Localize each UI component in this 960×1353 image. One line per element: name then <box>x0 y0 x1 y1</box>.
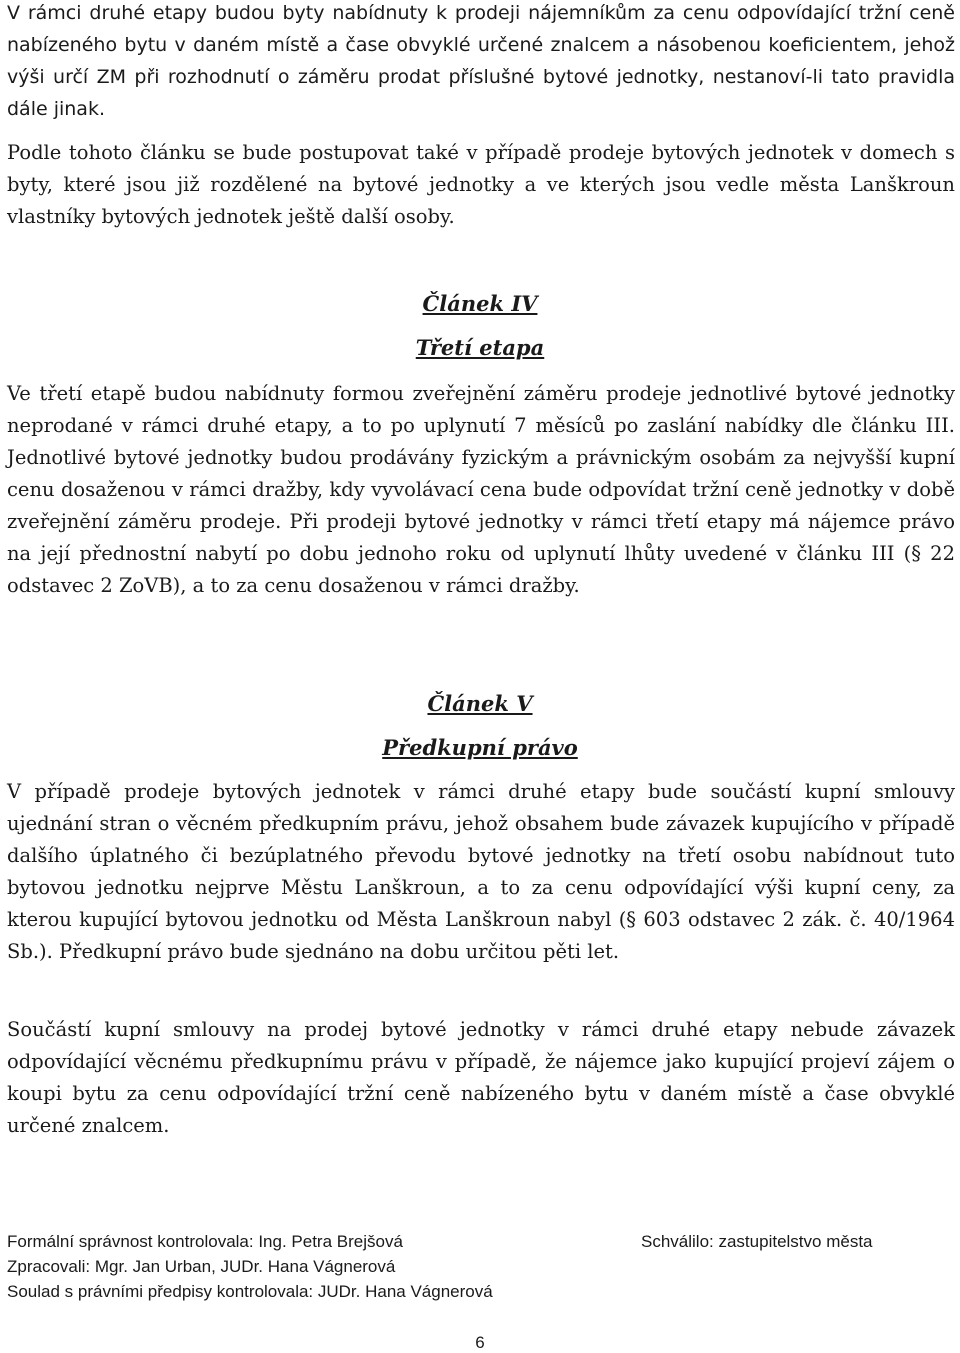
article4-title: Třetí etapa <box>415 335 545 360</box>
article4-number: Článek IV <box>422 291 538 316</box>
footer-formal-check: Formální správnost kontrolovala: Ing. Petra Brejšová <box>7 1232 403 1251</box>
article5-title: Předkupní právo <box>382 735 578 760</box>
article5-number: Článek V <box>427 691 533 716</box>
article4-paragraph-1: Ve třetí etapě budou nabídnuty formou zveřejnění záměru prodeje jednotlivé bytové jednotky neprodané v rámci druhé etapy, a to po uplynutí 7 měsíců po zaslání nabídky dle článku III. Jednotlivé bytové jednotky budou prodávány fyzickým a právnickým osobám za nejvyšší kupní cenu dosaženou v rámci dražby, kdy vyvolávací cena bude odpovídat tržní ceně jednotky v době zveřejnění záměru prodeje. Při prodeji bytové jednotky v rámci třetí etapy má nájemce právo na její přednostní nabytí po dobu jednoho roku od uplynutí lhůty uvedené v článku III (§ 22 odstavec 2 ZoVB), a to za cenu dosaženou v rámci dražby. <box>7 382 955 597</box>
article5-paragraph-1: V případě prodeje bytových jednotek v rámci druhé etapy bude součástí kupní smlouvy ujednání stran o věcném předkupním právu, jehož obsahem bude závazek kupujícího v případě dalšího úplatného či bezúplatného převodu bytové jednotky na třetí osobu nabídnout tuto bytovou jednotku nejprve Městu Lanškroun, a to za cenu odpovídající výši kupní ceny, za kterou kupující bytovou jednotku od Města Lanškroun nabyl (§ 603 odstavec 2 zák. č. 40/1964 Sb.). Předkupní právo bude sjednáno na dobu určitou pěti let. <box>7 780 955 963</box>
page-number: 6 <box>475 1333 485 1352</box>
footer-approved: Schválilo: zastupitelstvo města <box>641 1232 873 1251</box>
article3-paragraph-1: V rámci druhé etapy budou byty nabídnuty k prodeji nájemníkům za cenu odpovídající tržní ceně nabízeného bytu v daném místě a čase obvyklé určené znalcem a násobenou koeficientem, jehož výši určí ZM při rozhodnutí o záměru prodat příslušné bytové jednotky, nestanoví-li tato pravidla dále jinak. <box>7 2 955 120</box>
footer-legal-check: Soulad s právními předpisy kontrolovala: JUDr. Hana Vágnerová <box>7 1282 493 1301</box>
article5-paragraph-2: Součástí kupní smlouvy na prodej bytové jednotky v rámci druhé etapy nebude závazek odpovídající věcnému předkupnímu právu v případě, že nájemce jako kupující projeví zájem o koupi bytu za cenu odpovídající tržní ceně nabízeného bytu v daném místě a čase obvyklé určené znalcem. <box>7 1018 955 1137</box>
footer-prepared: Zpracovali: Mgr. Jan Urban, JUDr. Hana Vágnerová <box>7 1257 396 1276</box>
article3-paragraph-2: Podle tohoto článku se bude postupovat také v případě prodeje bytových jednotek v domech s byty, které jsou již rozdělené na bytové jednotky a ve kterých jsou vedle města Lanškroun vlastníky bytových jednotek ještě další osoby. <box>7 141 955 228</box>
